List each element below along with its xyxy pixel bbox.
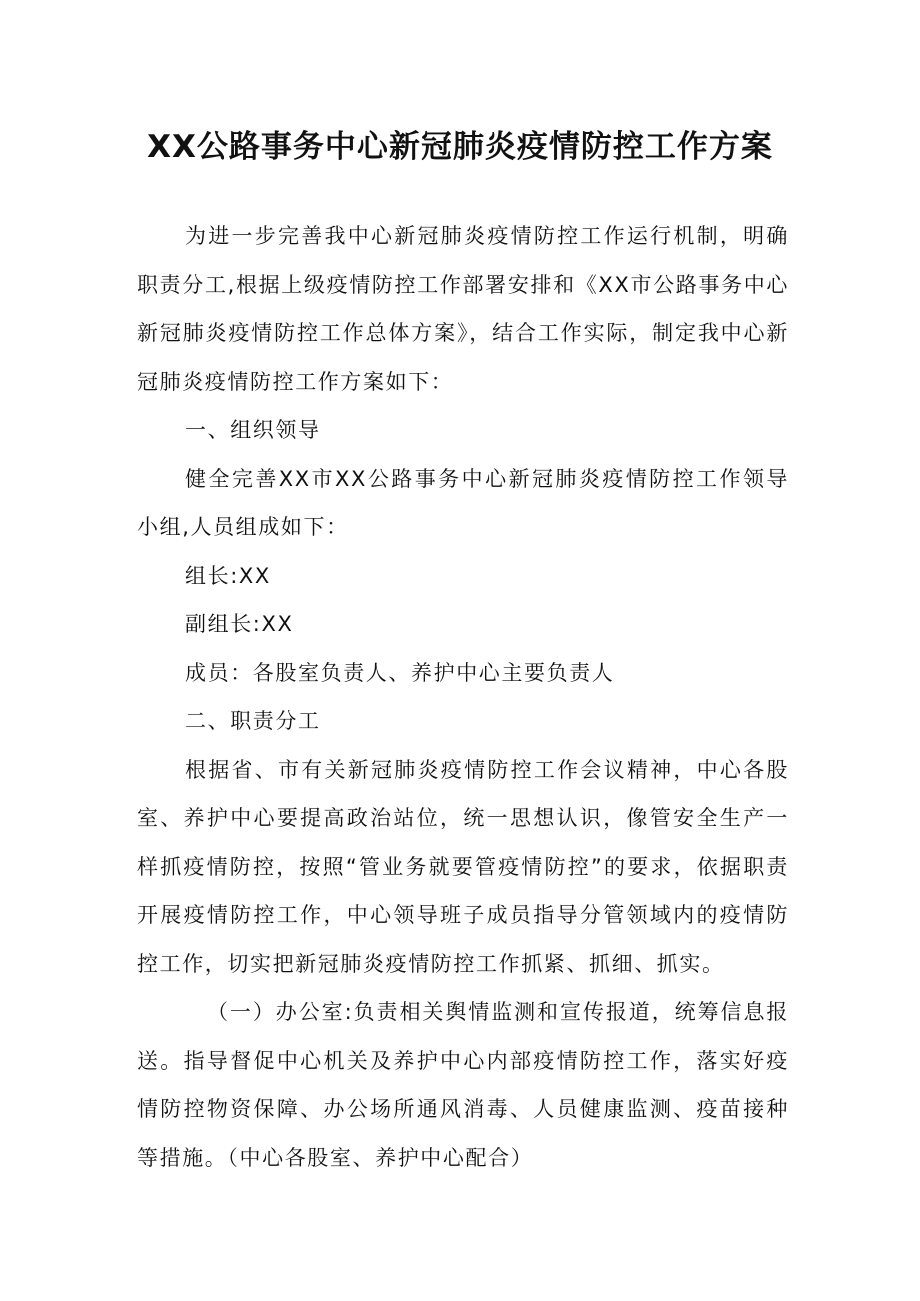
members-line: 成员：各股室负责人、养护中心主要负责人 xyxy=(185,660,615,685)
section-heading-responsibilities: 二、职责分工 xyxy=(185,709,321,733)
group-leader-line: 组长:XX xyxy=(185,563,271,588)
deputy-leader-line: 副组长:XX xyxy=(185,612,294,636)
document-title: XX公路事务中心新冠肺炎疫情防控工作方案 xyxy=(147,129,773,165)
document-body xyxy=(137,212,789,1182)
section-heading-organization: 一、组织领导 xyxy=(185,418,321,442)
responsibilities-paragraph: 根据省、市有关新冠肺炎疫情防控工作会议精神，中心各股室、养护中心要提高政治站位，统一思想认识，像管安全生产一样抓疫情防控，按照“管业务就要管疫情防控”的要求，依据职责开展疫情防控工作，中心领导班子成员指导分管领域内的疫情防控工作，切实把新冠肺炎疫情防控工作抓紧、抓细、抓实。 xyxy=(137,757,789,976)
intro-paragraph: 为进一步完善我中心新冠肺炎疫情防控工作运行机制，明确职责分工,根据上级疫情防控工作部署安排和《XX市公路事务中心新冠肺炎疫情防控工作总体方案》，结合工作实际，制定我中心新冠肺炎疫情防控工作方案如下： xyxy=(137,224,789,394)
office-duties-paragraph: （一）办公室:负责相关舆情监测和宣传报道，统筹信息报送。指导督促中心机关及养护中心内部疫情防控工作，落实好疫情防控物资保障、办公场所通风消毒、人员健康监测、疫苗接种等措施。（中心各股室、养护中心配合） xyxy=(137,1000,789,1170)
organization-paragraph: 健全完善XX市XX公路事务中心新冠肺炎疫情防控工作领导小组,人员组成如下： xyxy=(137,466,789,539)
